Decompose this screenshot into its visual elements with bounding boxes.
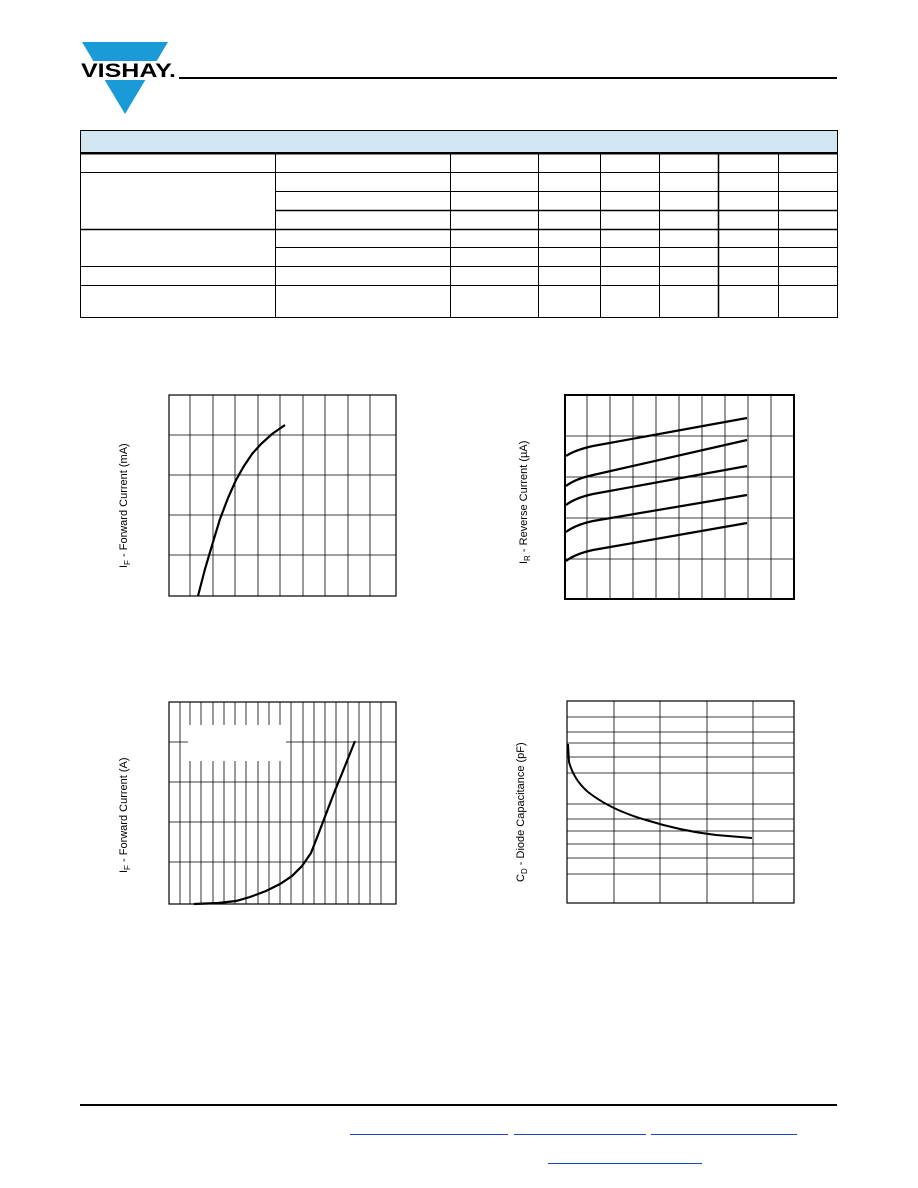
- logo-wordmark: VISHAY.: [81, 61, 176, 82]
- footer-rule: [80, 1104, 837, 1106]
- chart-grid: [565, 395, 794, 599]
- chart1-ylabel: $I_F$ - Forward Current (mA): [118, 443, 133, 568]
- chart-diode-capacitance: [566, 700, 796, 905]
- footer-link-1[interactable]: [350, 1134, 508, 1135]
- spec-table: [80, 130, 838, 318]
- reverse-curve-4: [566, 495, 747, 532]
- chart3-legend-box: [188, 725, 286, 761]
- reverse-curve-1: [566, 418, 747, 456]
- forward-current-a-curve: [194, 741, 355, 904]
- table-header-band: [81, 131, 838, 153]
- footer-link-2[interactable]: [514, 1134, 646, 1135]
- chart3-ylabel: $I_F$ - Forward Current (A): [118, 757, 133, 873]
- chart-grid: [169, 395, 396, 596]
- footer-link-3[interactable]: [651, 1134, 797, 1135]
- chart2-ylabel: $I_R$ - Reverse Current (µA): [518, 440, 533, 564]
- vishay-logo: [80, 41, 178, 115]
- chart-forward-current-ma: [168, 394, 397, 598]
- footer-link-4[interactable]: [548, 1163, 702, 1164]
- chart-forward-current-a: [168, 701, 397, 906]
- chart-reverse-current: [563, 393, 796, 601]
- forward-current-curve: [198, 425, 285, 596]
- header-rule: [179, 77, 837, 79]
- chart4-ylabel: $C_D$ - Diode Capacitance (pF): [515, 742, 530, 882]
- reverse-curve-5: [566, 523, 747, 561]
